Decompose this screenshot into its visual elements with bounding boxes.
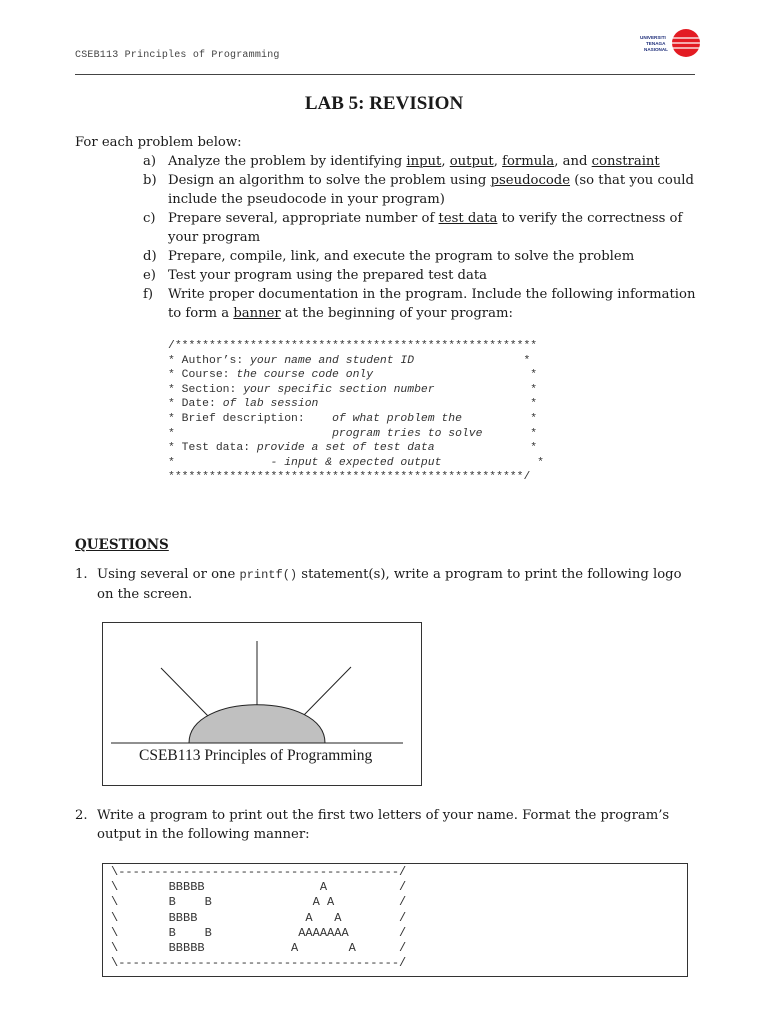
text-span: * Date:: [168, 398, 223, 411]
text-span: statement(s), write a program to print the following logo on the screen.: [97, 567, 682, 602]
text-span: , and: [554, 154, 592, 169]
text-span: provide a set of test data: [256, 442, 435, 455]
step-item: [143, 152, 703, 171]
text-span: Prepare, compile, link, and execute the program to solve the problem: [168, 249, 635, 264]
banner-line: [168, 471, 530, 483]
question-1-text: [97, 565, 695, 604]
question-2-number: 2.: [75, 808, 88, 823]
text-span: *: [168, 427, 333, 440]
sun-dome: [189, 705, 325, 743]
banner-line: [168, 369, 537, 381]
text-span: *: [434, 442, 538, 455]
text-span: *: [373, 369, 538, 382]
step-text: [168, 266, 703, 285]
banner-line: [168, 355, 530, 367]
text-span: Using several or one: [97, 567, 240, 582]
text-span: * Course:: [168, 369, 237, 382]
text-span: *: [168, 456, 271, 469]
text-span: your specific section number: [243, 383, 435, 396]
text-span: of what problem the: [332, 412, 462, 425]
output-line: \---------------------------------------/: [111, 865, 407, 879]
text-span: Analyze the problem by identifying: [168, 154, 407, 169]
step-label: a): [143, 154, 157, 169]
step-item: [143, 266, 703, 285]
text-span: *: [318, 398, 538, 411]
sun-ray-left: [161, 668, 209, 717]
underlined-term: test data: [438, 211, 498, 226]
text-span: Test your program using the prepared test data: [168, 268, 488, 283]
text-span: *: [434, 383, 538, 396]
page-title: LAB 5: REVISION: [304, 93, 464, 114]
logo-text-1: UNIVERSITI: [640, 35, 666, 40]
banner-line: [168, 428, 537, 440]
step-item: [143, 247, 703, 266]
step-item: [143, 285, 703, 323]
text-span: - input & expected output: [270, 456, 442, 469]
output-line: \ BBBB A A /: [111, 910, 407, 925]
step-text: [168, 247, 703, 266]
text-span: of lab session: [222, 398, 319, 411]
university-logo: [638, 26, 702, 60]
sun-ray-right: [303, 667, 351, 716]
step-label: b): [143, 173, 157, 188]
logo-text-2: TENAGA: [646, 41, 666, 46]
header-course-title: CSEB113 Principles of Programming: [75, 50, 280, 61]
step-label: d): [143, 249, 157, 264]
output-line: \---------------------------------------/: [111, 956, 407, 971]
text-span: the course code only: [236, 369, 374, 382]
question-2-text: Write a program to print out the first two letters of your name. Format the program’s output in the following manner:: [97, 808, 670, 842]
logo-text-3: NASIONAL: [644, 47, 668, 52]
banner-line: [168, 398, 537, 410]
output-example-text: [111, 865, 406, 971]
step-text: [168, 209, 703, 247]
text-span: ,: [493, 154, 503, 169]
question-2: [75, 806, 695, 844]
text-span: *: [482, 427, 538, 440]
text-span: * Test data:: [168, 442, 257, 455]
underlined-term: banner: [233, 306, 281, 321]
question-1-number: 1.: [75, 567, 88, 582]
underlined-term: formula: [502, 154, 555, 169]
underlined-term: output: [449, 154, 494, 169]
step-item: [143, 209, 703, 247]
text-span: (so that you could include the pseudocode in your program): [168, 173, 694, 207]
step-text: [168, 171, 703, 209]
banner-line: [168, 413, 537, 425]
banner-code-block: [168, 339, 544, 485]
underlined-term: constraint: [591, 154, 660, 169]
step-text: [168, 152, 703, 171]
output-line: \ BBBBB A /: [111, 880, 407, 895]
text-span: * Author’s:: [168, 354, 251, 367]
banner-line: [168, 384, 537, 396]
output-line: \ B B AAAAAAA /: [111, 925, 407, 940]
underlined-term: pseudocode: [490, 173, 571, 188]
output-line: \ BBBBB A A /: [111, 941, 407, 956]
logo-caption: CSEB113 Principles of Programming: [139, 747, 373, 764]
text-span: * Section:: [168, 383, 244, 396]
text-span: *: [461, 412, 538, 425]
intro-text: For each problem below:: [75, 135, 242, 150]
banner-line: [168, 340, 537, 352]
step-text: [168, 285, 703, 323]
text-span: Write proper documentation in the program. Include the following information to form a: [168, 287, 696, 321]
underlined-term: input: [406, 154, 442, 169]
step-label: f): [143, 287, 154, 302]
text-span: * Brief description:: [168, 412, 333, 425]
header-divider: [75, 74, 695, 75]
output-line: \ B B A A /: [111, 895, 407, 910]
step-label: c): [143, 211, 156, 226]
text-span: to verify the correctness of your program: [168, 211, 683, 245]
step-item: [143, 171, 703, 209]
text-span: program tries to solve: [332, 427, 483, 440]
text-span: *: [441, 456, 544, 469]
step-label: e): [143, 268, 156, 283]
text-span: Prepare several, appropriate number of: [168, 211, 439, 226]
text-span: at the beginning of your program:: [280, 306, 513, 321]
text-span: ,: [441, 154, 450, 169]
text-span: Design an algorithm to solve the problem using: [168, 173, 491, 188]
text-span: ****************************************************/: [168, 471, 531, 484]
steps-list: [143, 152, 703, 323]
text-span: *: [414, 354, 531, 367]
questions-heading: QUESTIONS: [75, 537, 169, 553]
banner-line: [168, 457, 544, 469]
banner-line: [168, 442, 537, 454]
text-span: your name and student ID: [250, 354, 415, 367]
question-1: [75, 565, 695, 604]
text-span: /*****************************************************: [168, 340, 538, 352]
inline-code: printf(): [239, 568, 298, 582]
